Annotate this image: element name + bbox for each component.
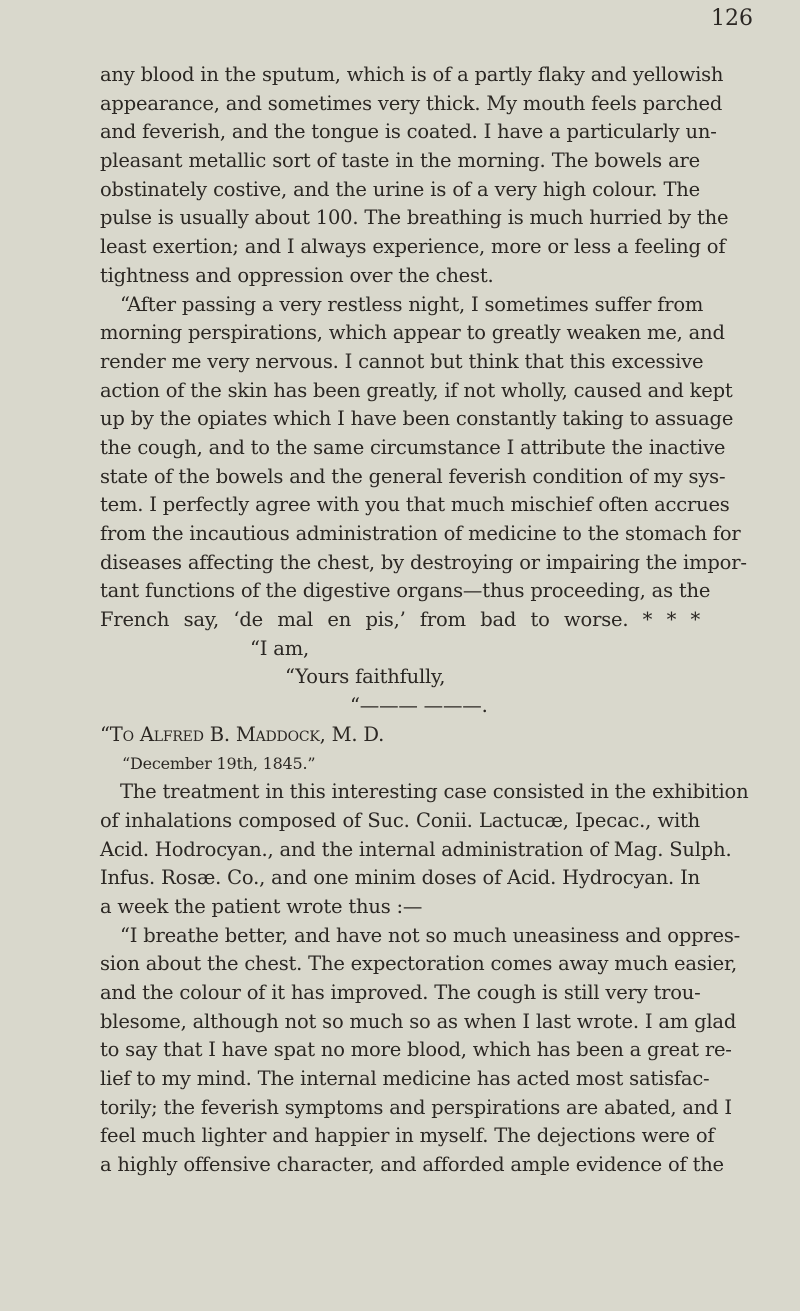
text-line: “After passing a very restless night, I sometimes suffer from	[120, 292, 704, 316]
closing-line: “I am,	[250, 636, 309, 660]
text-line: appearance, and sometimes very thick. My mouth feels parched	[100, 91, 723, 115]
text-line: a week the patient wrote thus :—	[100, 894, 423, 918]
text-line: Infus. Rosæ. Co., and one minim doses of Acid. Hydrocyan. In	[100, 866, 700, 890]
text-line: and the colour of it has improved. The cough is still very trou-	[100, 981, 701, 1004]
text-line: tightness and oppression over the chest.	[100, 263, 494, 287]
text-line: the cough, and to the same circumstance I attribute the inactive	[100, 435, 726, 459]
text-line: blesome, although not so much so as when I last wrote. I am glad	[100, 1009, 737, 1033]
text-line: pulse is usually about 100. The breathing is much hurried by the	[100, 206, 729, 230]
text-line: up by the opiates which I have been constantly taking to assuage	[100, 407, 734, 431]
text-line: Acid. Hodrocyan., and the internal administration of Mag. Sulph.	[100, 837, 732, 861]
text-line: morning perspirations, which appear to greatly weaken me, and	[100, 321, 725, 345]
text-line: a highly offensive character, and afforded ample evidence of the	[100, 1153, 724, 1177]
signature-line: “——— ———.	[350, 694, 488, 718]
text-line: state of the bowels and the general feverish condition of my sys-	[100, 464, 726, 488]
text-line: French say, ‘de mal en pis,’ from bad to worse. * * *	[100, 608, 700, 632]
text-line: action of the skin has been greatly, if not wholly, caused and kept	[100, 378, 733, 402]
text-line: tem. I perfectly agree with you that much mischief often accrues	[100, 493, 730, 517]
page-number: 126	[711, 6, 753, 31]
text-line: pleasant metallic sort of taste in the morning. The bowels are	[100, 149, 700, 173]
text-line: “I breathe better, and have not so much uneasiness and oppres-	[120, 923, 741, 947]
text-line: The treatment in this interesting case consisted in the exhibition	[120, 780, 749, 804]
text-line: of inhalations composed of Suc. Conii. Lactucæ, Ipecac., with	[100, 808, 700, 832]
date-line: “December 19th, 1845.”	[122, 753, 316, 773]
text-line: torily; the feverish symptoms and perspirations are abated, and I	[100, 1095, 732, 1119]
text-line: lief to my mind. The internal medicine has acted most satisfac-	[100, 1067, 710, 1091]
text-line: diseases affecting the chest, by destroying or impairing the impor-	[100, 550, 747, 574]
text-line: render me very nervous. I cannot but think that this excessive	[100, 349, 704, 373]
text-line: from the incautious administration of medicine to the stomach for	[100, 522, 741, 545]
text-line: to say that I have spat no more blood, which has been a great re-	[100, 1038, 732, 1062]
text-line: tant functions of the digestive organs—thus proceeding, as the	[100, 579, 711, 603]
closing-line: “Yours faithfully,	[285, 665, 446, 689]
text-line: and feverish, and the tongue is coated. I have a particularly un-	[100, 120, 717, 144]
addressee-line: “To Alfred B. Maddock, M. D.	[100, 722, 385, 746]
text-line: obstinately costive, and the urine is of a very high colour. The	[100, 177, 700, 201]
text-line: feel much lighter and happier in myself. The dejections were of	[100, 1124, 715, 1148]
text-line: sion about the chest. The expectoration comes away much easier,	[100, 952, 737, 976]
text-line: any blood in the sputum, which is of a partly flaky and yellowish	[100, 63, 724, 86]
body-text	[100, 61, 749, 1180]
text-line: least exertion; and I always experience, more or less a feeling of	[100, 235, 726, 259]
